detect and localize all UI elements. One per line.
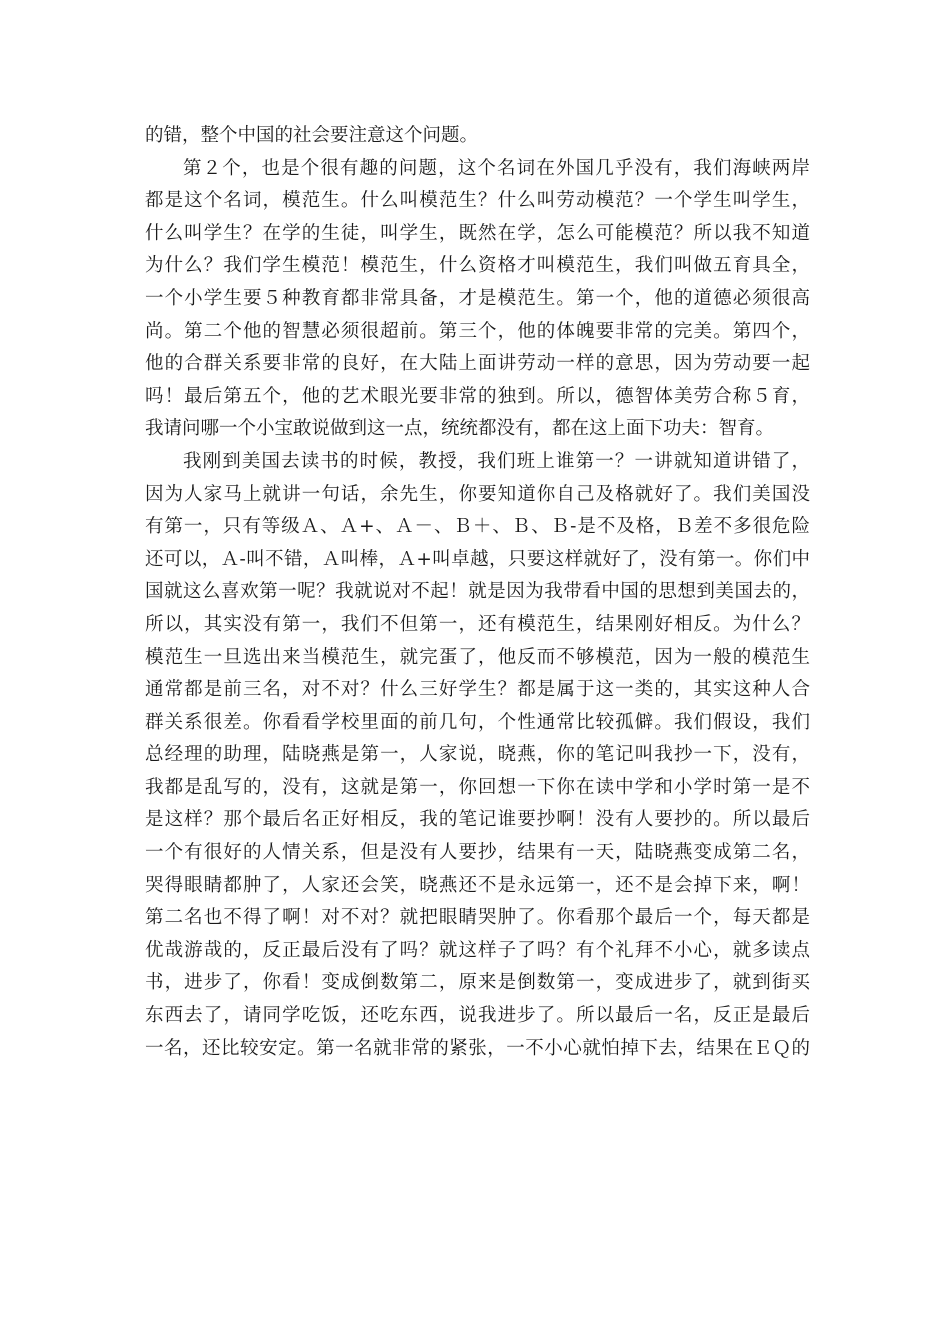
text-line: 优哉游哉的，反正最后没有了吗？就这样子了吗？有个礼拜不小心，就多读点 bbox=[145, 939, 810, 961]
text-line: 都是这个名词，模范生。什么叫模范生？什么叫劳动模范？一个学生叫学生， bbox=[145, 190, 810, 212]
text-line: 书，进步了，你看！变成倒数第二，原来是倒数第一，变成进步了，就到街买 bbox=[145, 972, 810, 994]
text-line: 第二名也不得了啊！对不对？就把眼睛哭肿了。你看那个最后一个，每天都是 bbox=[145, 907, 810, 929]
text-line: 吗！最后第五个，他的艺术眼光要非常的独到。所以，德智体美劳合称５育， bbox=[145, 385, 810, 407]
text-line: 我都是乱写的，没有，这就是第一，你回想一下你在读中学和小学时第一是不 bbox=[145, 776, 810, 798]
text-line: 一名，还比较安定。第一名就非常的紧张，一不小心就怕掉下去，结果在ＥＱ的 bbox=[145, 1037, 810, 1059]
paragraph-start-line: 我刚到美国去读书的时候，教授，我们班上谁第一？一讲就知道讲错了， bbox=[183, 450, 810, 472]
text-line: 什么叫学生？在学的生徒，叫学生，既然在学，怎么可能模范？所以我不知道 bbox=[145, 222, 810, 244]
text-line: 通常都是前三名，对不对？什么三好学生？都是属于这一类的，其实这种人合 bbox=[145, 679, 810, 701]
text-line: 是这样？那个最后名正好相反，我的笔记谁要抄啊！没有人要抄的。所以最后 bbox=[145, 809, 810, 831]
text-line: 为什么？我们学生模范！模范生，什么资格才叫模范生，我们叫做五育具全， bbox=[145, 255, 810, 277]
text-line: 一个小学生要５种教育都非常具备，才是模范生。第一个，他的道德必须很高 bbox=[145, 287, 810, 309]
text-line: 模范生一旦选出来当模范生，就完蛋了，他反而不够模范，因为一般的模范生 bbox=[145, 646, 810, 668]
text-line: 因为人家马上就讲一句话，余先生，你要知道你自己及格就好了。我们美国没 bbox=[145, 483, 810, 505]
body-text bbox=[145, 120, 810, 1065]
text-line: 我请问哪一个小宝敢说做到这一点，统统都没有，都在这上面下功夫：智育。 bbox=[145, 418, 775, 440]
text-line: 有第一，只有等级Ａ、Ａ+、Ａ－、Ｂ＋、Ｂ、Ｂ-是不及格，Ｂ差不多很危险 bbox=[145, 516, 810, 538]
text-line: 群关系很差。你看看学校里面的前几句，个性通常比较孤僻。我们假设，我们 bbox=[145, 711, 810, 733]
text-line: 总经理的助理，陆晓燕是第一，人家说，晓燕，你的笔记叫我抄一下，没有， bbox=[145, 744, 810, 766]
text-line: 他的合群关系要非常的良好，在大陆上面讲劳动一样的意思，因为劳动要一起 bbox=[145, 353, 810, 375]
paragraph-start-line: 第２个，也是个很有趣的问题，这个名词在外国几乎没有，我们海峡两岸 bbox=[183, 157, 810, 179]
text-line: 一个有很好的人情关系，但是没有人要抄，结果有一天，陆晓燕变成第二名， bbox=[145, 842, 810, 864]
text-line: 东西去了，请同学吃饭，还吃东西，说我进步了。所以最后一名，反正是最后 bbox=[145, 1005, 810, 1027]
text-line: 国就这么喜欢第一呢？我就说对不起！就是因为我带看中国的思想到美国去的， bbox=[145, 581, 810, 603]
text-line: 还可以，Ａ-叫不错，Ａ叫棒，Ａ+叫卓越，只要这样就好了，没有第一。你们中 bbox=[145, 548, 810, 570]
text-line: 哭得眼睛都肿了，人家还会笑，晓燕还不是永远第一，还不是会掉下来，啊！ bbox=[145, 874, 810, 896]
text-line: 所以，其实没有第一，我们不但第一，还有模范生，结果刚好相反。为什么？ bbox=[145, 613, 810, 635]
text-line: 的错，整个中国的社会要注意这个问题。 bbox=[145, 125, 479, 146]
text-line: 尚。第二个他的智慧必须很超前。第三个，他的体魄要非常的完美。第四个， bbox=[145, 320, 810, 342]
